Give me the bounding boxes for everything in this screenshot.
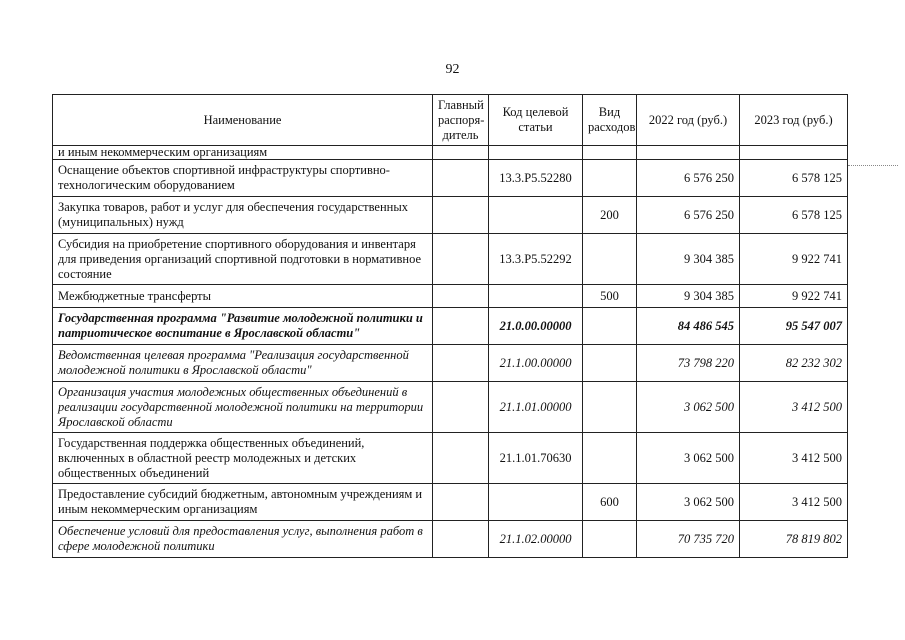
row-2022: 6 576 250 <box>637 197 740 234</box>
row-code: 21.1.01.00000 <box>489 382 583 433</box>
continuation-dots <box>848 165 898 166</box>
row-type <box>583 308 637 345</box>
page-number: 92 <box>445 62 460 77</box>
row-type <box>583 234 637 285</box>
header-2022: 2022 год (руб.) <box>637 95 740 146</box>
row-2023: 3 412 500 <box>740 433 848 484</box>
header-name: Наименование <box>53 95 433 146</box>
row-code <box>489 285 583 308</box>
row-type: 500 <box>583 285 637 308</box>
row-code: 21.1.01.70630 <box>489 433 583 484</box>
row-code: 21.1.00.00000 <box>489 345 583 382</box>
header-2023: 2023 год (руб.) <box>740 95 848 146</box>
row-2023: 82 232 302 <box>740 345 848 382</box>
row-manager <box>433 345 489 382</box>
row-manager <box>433 197 489 234</box>
row-name: Оснащение объектов спортивной инфраструктуры спортивно-технологическим оборудованием <box>53 160 433 197</box>
row-2023: 78 819 802 <box>740 521 848 558</box>
header-code: Код целевой статьи <box>489 95 583 146</box>
row-name: Межбюджетные трансферты <box>53 285 433 308</box>
table-row <box>53 197 848 234</box>
row-type: 200 <box>583 197 637 234</box>
row-manager <box>433 146 489 160</box>
header-type: Вид расходов <box>583 95 637 146</box>
row-name: Субсидия на приобретение спортивного оборудования и инвентаря для приведения организаций спортивной подготовки в нормативное состояние <box>53 234 433 285</box>
row-code: 13.3.P5.52280 <box>489 160 583 197</box>
table-row <box>53 433 848 484</box>
row-2023: 3 412 500 <box>740 484 848 521</box>
row-name: Ведомственная целевая программа "Реализация государственной молодежной политики в Ярославской области" <box>53 345 433 382</box>
row-manager <box>433 521 489 558</box>
row-code <box>489 146 583 160</box>
row-manager <box>433 285 489 308</box>
table-body <box>53 146 848 558</box>
row-name: Предоставление субсидий бюджетным, автономным учреждениям и иным некоммерческим организациям <box>53 484 433 521</box>
budget-table <box>52 94 848 558</box>
table-row <box>53 308 848 345</box>
row-2022: 73 798 220 <box>637 345 740 382</box>
row-2022: 3 062 500 <box>637 433 740 484</box>
table-row <box>53 521 848 558</box>
table-header-row <box>53 95 848 146</box>
row-2023: 9 922 741 <box>740 285 848 308</box>
row-code: 13.3.P5.52292 <box>489 234 583 285</box>
row-2022: 9 304 385 <box>637 234 740 285</box>
row-manager <box>433 234 489 285</box>
row-2023: 6 578 125 <box>740 197 848 234</box>
row-manager <box>433 484 489 521</box>
row-manager <box>433 382 489 433</box>
row-2022: 6 576 250 <box>637 160 740 197</box>
row-name: Обеспечение условий для предоставления услуг, выполнения работ в сфере молодежной политики <box>53 521 433 558</box>
table-row <box>53 234 848 285</box>
row-2022: 3 062 500 <box>637 484 740 521</box>
table-row <box>53 484 848 521</box>
row-type <box>583 433 637 484</box>
row-code: 21.1.02.00000 <box>489 521 583 558</box>
row-manager <box>433 160 489 197</box>
row-type <box>583 146 637 160</box>
table-row <box>53 285 848 308</box>
row-2023 <box>740 146 848 160</box>
row-2023: 3 412 500 <box>740 382 848 433</box>
row-2022: 3 062 500 <box>637 382 740 433</box>
table-row <box>53 160 848 197</box>
row-2022 <box>637 146 740 160</box>
row-code <box>489 197 583 234</box>
row-manager <box>433 308 489 345</box>
row-type <box>583 521 637 558</box>
table-row <box>53 382 848 433</box>
table-row <box>53 345 848 382</box>
row-name: Государственная поддержка общественных объединений, включенных в областной реестр молодежных и детских общественных объединений <box>53 433 433 484</box>
row-2023: 6 578 125 <box>740 160 848 197</box>
table-row <box>53 146 848 160</box>
row-name: и иным некоммерческим организациям <box>53 146 433 160</box>
row-code: 21.0.00.00000 <box>489 308 583 345</box>
row-2022: 84 486 545 <box>637 308 740 345</box>
row-2022: 70 735 720 <box>637 521 740 558</box>
row-type <box>583 160 637 197</box>
row-2023: 9 922 741 <box>740 234 848 285</box>
row-type: 600 <box>583 484 637 521</box>
header-manager: Главный распоря-дитель <box>433 95 489 146</box>
row-manager <box>433 433 489 484</box>
row-code <box>489 484 583 521</box>
row-name: Государственная программа "Развитие молодежной политики и патриотическое воспитание в Ярославской области" <box>53 308 433 345</box>
row-type <box>583 345 637 382</box>
row-name: Организация участия молодежных общественных объединений в реализации государственной молодежной политики на территории Ярославской области <box>53 382 433 433</box>
row-name: Закупка товаров, работ и услуг для обеспечения государственных (муниципальных) нужд <box>53 197 433 234</box>
row-2022: 9 304 385 <box>637 285 740 308</box>
row-type <box>583 382 637 433</box>
row-2023: 95 547 007 <box>740 308 848 345</box>
